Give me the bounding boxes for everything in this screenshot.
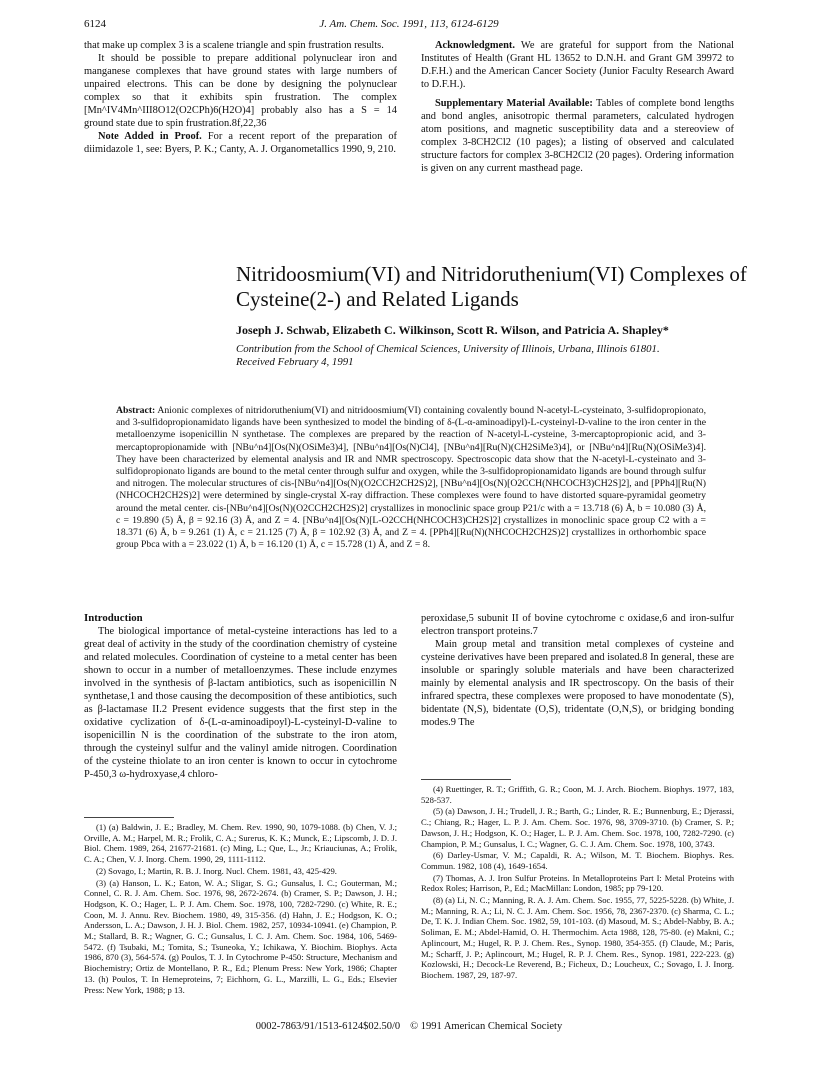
received-date: Received February 4, 1991 (236, 356, 354, 368)
footnote-3: (3) (a) Hanson, L. K.; Eaton, W. A.; Sligar, S. G.; Gunsalus, I. C.; Gouterman, M.; Connel, C. R. J. Am. Chem. Soc. 1976, 98, 2672-2674. (b) Cramer, S. P.; Dawson, J. H.; Hodgson, K. O.; Hager, L. P. J. Am. Chem. Soc. 1978, 100, 7282-7290. (c) White, R. E.; Coon, M. J. Annu. Rev. Biochem. 1980, 49, 315-356. (d) Hahn, J. E.; Hodgson, K. O.; Andersson, L. A.; Dawson, J. H. J. Biol. Chem. 1982, 257, 10934-10941. (e) Champion, P. M.; Stallard, B. R.; Wagner, G. C.; Gunsalus, I. C. J. Am. Chem. Soc. 1984, 106, 5469-5472. (f) Tsubaki, M.; Tomita, S.; Tsuneoka, Y.; Ichikawa, Y. Biochim. Biophys. Acta 1986, 870 (3), 564-574. (g) Poulos, T. J. In Cytochrome P-450: Structure, Mechanism and Biochemistry; Ortiz de Montellano, P. R., Ed.; Plenum Press: New York, 1986; Chapter 13. (h) Poulos, T. In Hemeproteins, 7; Eichhorn, G. L., Marzilli, L. G., Eds.; Elsevier Press: New York, 1988; p 13. (84, 877, 397, 995)
page-number: 6124 (84, 18, 106, 30)
supplementary-heading: Supplementary Material Available: (435, 98, 593, 109)
abstract-text: Anionic complexes of nitridoruthenium(VI) and nitridoosmium(VI) containing covalently bound N-acetyl-L-cysteinato, 3-sulfidopropionato, and 3-sulfidopropionamidato ligands have been synthesized to model the binding of δ-(L-α-aminoadipyl)-L-cysteinyl-D-valine to the iron center in the metalloenzyme isopenicillin N synthetase. The complexes are prepared by the reaction of N-acetyl-L-cysteine, 3-mercaptopropionic acid, and 3-mercaptopropionamide with [NBu^n4][Os(N)(OSiMe3)4], [NBu^n4][Os(N)Cl4], [NBu^n4][Ru(N)(CH2SiMe3)4], or [NBu^n4][Ru(N)(OSiMe3)4]. They have been characterized by elemental analysis and IR and NMR spectroscopy. Spectroscopic data show that the N-acetyl-L-cysteinato and 3-sulfidopropionato ligands are bound to the metal center through sulfur and oxygen, while the 3-sulfidopropionamidato ligands are bound through sulfur and nitrogen. The molecular structures of cis-[NBu^n4][Os(N)(O2CCH2CH2S)2], [NBu^n4][Os(N)[O2CCH(NHCOCH3)CH2S]2], and [PPh4][Ru(N)(NHCOCH2CH2S)2] were determined by single-crystal X-ray diffraction. These complexes were found to have distorted square-pyramidal geometry around the metal center. cis-[NBu^n4][Os(N)(O2CCH2CH2S)2] crystallizes in monoclinic space group P21/c with a = 13.718 (6) Å, b = 10.080 (3) Å, c = 19.890 (5) Å, β = 92.16 (3) Å, and Z = 4. [NBu^n4][Os(N)[L-O2CCH(NHCOCH3)CH2S]2] crystallizes in monoclinic space group C2 with a = 18.371 (6) Å, b = 9.261 (1) Å, c = 21.125 (7) Å, β = 102.92 (3) Å, and Z = 4. [PPh4][Ru(N)(NHCOCH2CH2S)2] crystallizes in orthorhombic space group Pbca with a = 23.022 (1) Å, b = 16.120 (1) Å, c = 15.728 (1) Å, and Z = 8. (116, 405, 707, 551)
footnote-5: (5) (a) Dawson, J. H.; Trudell, J. R.; Barth, G.; Linder, R. E.; Bunnenburg, E.; Djerassi, C.; Chiang, R.; Hager, L. P. J. Am. Chem. Soc. 1976, 98, 3709-3710. (b) Cramer, S. P.; Dawson, J. H.; Hodgson, K. O.; Hager, L. P. J. Am. Chem. Soc. 1978, 100, 7282-7290. (c) Champion, P. M.; Gunsalus, I. C.; Wagner, G. C. J. Am. Chem. Soc. 1978, 100, 3743. (421, 806, 734, 849)
prev-article-left-column (84, 39, 397, 156)
footnote-rule-left (84, 817, 174, 818)
abstract-heading: Abstract: (116, 405, 156, 416)
supplementary-text: Tables of complete bond lengths and bond angles, anisotropic thermal parameters, calculated hydrogen atom positions, and magnetic susceptibility data and a stereoview of complex 3-8CH2Cl2 (10 pages); a listing of observed and calculated structure factors for complex 3-8CH2Cl2 (20 pages). Ordering information is given on any current masthead page. (421, 98, 734, 174)
article-code: 0002-7863/91/1513-6124$02.50/0 (255, 1021, 401, 1032)
article-affiliation (236, 343, 756, 369)
introduction-heading: Introduction (84, 612, 143, 624)
footnote-1: (1) (a) Baldwin, J. E.; Bradley, M. Chem. Rev. 1990, 90, 1079-1088. (b) Chen, V. J.; Orville, A. M.; Harpel, M. R.; Frolik, C. A.; Surerus, K. K.; Munck, E.; Lipscomb, J. D. J. Biol. Chem. 1989, 264, 21677-21681. (c) Ming, L.; Que, L., Jr.; Kriauciunas, A.; Frolik, C. A.; Chen, V. J. Inorg. Chem. 1990, 29, 1111-1112. (84, 822, 397, 865)
footnote-8: (8) (a) Li, N. C.; Manning, R. A. J. Am. Chem. Soc. 1955, 77, 5225-5228. (b) White, J. M.; Manning, R. A.; Li, N. C. J. Am. Chem. Soc. 1956, 78, 2367-2370. (c) Sharma, C. L.; De, T. K. J. Indian Chem. Soc. 1982, 59, 101-103. (d) Masoud, M. S.; Abdel-Nabby, B. A.; Soliman, E. M.; Abdel-Hamid, O. H. Thermochim. Acta 1988, 128, 75-80. (e) Makni, C.; Aplincourt, M.; Hugel, R. P. J. Chem. Res., Synop. 1980, 354-355. (f) Claude, M.; Paris, M.; Scharff, J. P.; Aplincourt, M.; Hugel, R. P. J. Chem. Res., Synop. 1981, 222-223. (g) Kozlowski, H.; Decock-Le Reverend, B.; Ficheux, D.; Loucheux, C.; Sovago, I. J. Inorg. Biochem. 1987, 29, 187-97. (421, 895, 734, 980)
footnotes-left (84, 822, 397, 996)
article-authors: Joseph J. Schwab, Elizabeth C. Wilkinson, Scott R. Wilson, and Patricia A. Shapley* (236, 323, 669, 337)
footnotes-right (421, 784, 734, 982)
acknowledgment (421, 39, 734, 91)
copyright: © 1991 American Chemical Society (410, 1021, 563, 1032)
article-title: Nitridoosmium(VI) and Nitridoruthenium(VI) Complexes of Cysteine(2-) and Related Ligands (236, 262, 747, 311)
abstract (116, 405, 706, 551)
footnote-2: (2) Sovago, I.; Martin, R. B. J. Inorg. Nucl. Chem. 1981, 43, 425-429. (96, 865, 337, 876)
journal-citation: J. Am. Chem. Soc. 1991, 113, 6124-6129 (319, 18, 499, 30)
note-heading: Note Added in Proof. (98, 131, 202, 142)
page-footer (84, 1021, 734, 1035)
acknowledgment-heading: Acknowledgment. (435, 40, 515, 51)
intro-paragraph-2: Main group metal and transition metal complexes of cysteine and cysteine derivatives have been prepared and isolated.8 In general, these are insoluble or sparingly soluble materials and have been characterized mainly by elemental analysis and IR spectroscopy. On the basis of their infrared spectra, these complexes were proposed to have monodentate (S), bidentate (N,S), bidentate (O,S), tridentate (O,N,S), or bridging bonding modes.9 The (421, 639, 734, 728)
running-header (84, 18, 734, 34)
note-text: For a recent report of the preparation of diimidazole 1, see: Byers, P. K.; Canty, A. J. Organometallics 1990, 9, 210. (84, 131, 397, 155)
introduction-right-column (421, 612, 734, 729)
abstract-paragraph (116, 405, 706, 551)
acknowledgment-text: We are grateful for support from the National Institutes of Health (Grant HL 13652 to D.N.H. and Grant GM 39972 to D.F.H.) and the American Cancer Society (Junior Faculty Research Award to D.F.H.). (421, 40, 734, 90)
prev-article-right-column (421, 39, 734, 175)
footnote-6: (6) Darley-Usmar, V. M.; Capaldi, R. A.; Wilson, M. T. Biochem. Biophys. Res. Commun. 1982, 108 (4), 1649-1654. (421, 850, 734, 871)
footnote-4: (4) Ruettinger, R. T.; Griffith, G. R.; Coon, M. J. Arch. Biochem. Biophys. 1977, 183, 528-537. (421, 784, 734, 805)
intro-paragraph-continued: peroxidase,5 subunit II of bovine cytochrome c oxidase,6 and iron-sulfur electron transport proteins.7 (421, 613, 734, 637)
affiliation-text: Contribution from the School of Chemical Sciences, University of Illinois, Urbana, Illinois 61801. (236, 343, 660, 355)
introduction-left-column (84, 612, 397, 781)
intro-paragraph-1: The biological importance of metal-cysteine interactions has led to a great deal of activity in the study of the coordination chemistry of cysteine and related molecules. Coordination of cysteine to a metal center has been shown to occur in a number of metalloenzymes. These include enzymes involved in the synthesis of β-lactam antibiotics, such as isopenicillin N synthetase,1 and those causing the decomposition of these antibiotics, such as β-lactamase II.2 Present evidence suggests that the first step in the oxidative cyclization of δ-(L-α-aminoadipoyl)-L-cysteinyl-D-valine to isopenicillin N is the coordination of the substrate to the iron atom, through the cysteinyl sulfur and the valinyl amide nitrogen. Coordination of the cysteine thiolate to an iron center is known to occur in cytochrome P-450,3 ω-hydroxyase,4 chloro- (84, 626, 397, 780)
note-added-in-proof (84, 130, 397, 156)
footnote-rule-right (421, 779, 511, 780)
supplementary-material (421, 97, 734, 175)
prev-paragraph-1: that make up complex 3 is a scalene triangle and spin frustration results. (84, 40, 384, 51)
footnote-7: (7) Thomas, A. J. Iron Sulfur Proteins. In Metalloproteins Part I: Metal Proteins with Redox Roles; Harrison, P., Ed.; MacMillan: London, 1985; pp 79-120. (421, 872, 734, 894)
prev-paragraph-2: It should be possible to prepare additional polynuclear iron and manganese complexes that have ground states with large numbers of unpaired electrons. This can be done by designing the polynuclear complex so that it exhibits spin frustration. The complex [Mn^IV4Mn^III8O12(O2CPh)6(H2O)4] probably also has a S = 14 ground state due to spin frustration.8f,22,36 (84, 53, 397, 129)
